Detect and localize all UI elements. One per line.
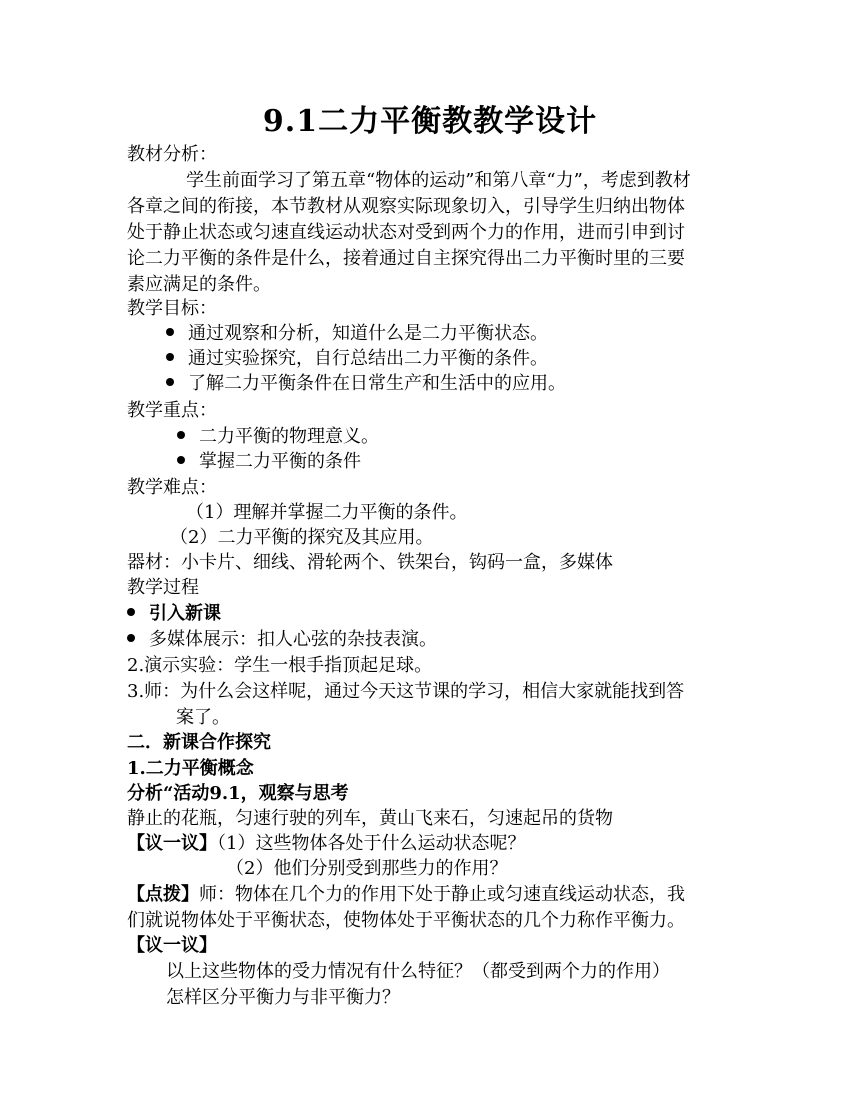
difficulties-heading: 教学难点： xyxy=(127,477,217,498)
discuss-line-1: 【议一议】（1）这些物体各处于什么运动状态呢？ xyxy=(127,833,526,854)
analysis-line-4: 论二力平衡的条件是什么，接着通过自主探究得出二力平衡时里的三要 xyxy=(127,248,685,269)
goals-heading: 教学目标： xyxy=(127,298,217,319)
analysis-line-5: 素应满足的条件。 xyxy=(127,274,271,295)
discuss-line-2: （2）他们分别受到那些力的作用？ xyxy=(226,858,508,879)
difficulty-item-1: （1）理解并掌握二力平衡的条件。 xyxy=(186,502,468,523)
difficulty-item-2: （2）二力平衡的探究及其应用。 xyxy=(170,527,434,548)
analysis-line-2: 各章之间的衔接，本节教材从观察实际现象切入，引导学生归纳出物体 xyxy=(127,196,685,217)
section2-sub1: 1.二力平衡概念 xyxy=(127,758,254,779)
bullet-icon xyxy=(127,608,135,616)
goal-item: 通过观察和分析，知道什么是二力平衡状态。 xyxy=(166,322,548,346)
process-step-3-cont: 案了。 xyxy=(176,707,230,728)
section2-heading: 二．新课合作探究 xyxy=(127,732,271,753)
hint-line-1: 【点拨】师：物体在几个力的作用下处于静止或匀速直线运动状态，我 xyxy=(127,884,685,905)
keypoint-item: 掌握二力平衡的条件 xyxy=(177,450,361,474)
goal-item: 了解二力平衡条件在日常生产和生活中的应用。 xyxy=(166,372,566,396)
bullet-icon xyxy=(166,328,174,336)
process-bullet-1: 引入新课 xyxy=(127,602,221,626)
analysis-line-1: 学生前面学习了第五章“物体的运动”和第八章“力”，考虑到教材 xyxy=(186,170,691,191)
keypoints-heading: 教学重点： xyxy=(127,400,217,421)
discuss2-tag: 【议一议】 xyxy=(127,935,217,956)
document-title: 9.1二力平衡教教学设计 xyxy=(262,104,598,139)
examples-line: 静止的花瓶，匀速行驶的列车，黄山飞来石，匀速起吊的货物 xyxy=(127,808,613,829)
process-step-3: 3.师：为什么会这样呢，通过今天这节课的学习，相信大家就能找到答 xyxy=(127,681,685,702)
activity-line: 分析“活动9.1，观察与思考 xyxy=(127,783,349,804)
keypoint-item: 二力平衡的物理意义。 xyxy=(177,425,379,449)
bullet-icon xyxy=(166,378,174,386)
process-bullet-2: 多媒体展示：扣人心弦的杂技表演。 xyxy=(127,628,437,652)
process-heading: 教学过程 xyxy=(127,577,199,598)
goal-item: 通过实验探究，自行总结出二力平衡的条件。 xyxy=(166,347,548,371)
bullet-icon xyxy=(177,431,185,439)
analysis-line-3: 处于静止状态或匀速直线运动状态对受到两个力的作用，进而引申到讨 xyxy=(127,222,685,243)
question-line-2: 怎样区分平衡力与非平衡力？ xyxy=(166,987,400,1008)
hint-line-2: 们就说物体处于平衡状态，使物体处于平衡状态的几个力称作平衡力。 xyxy=(127,910,685,931)
analysis-heading: 教材分析： xyxy=(127,144,217,165)
bullet-icon xyxy=(177,456,185,464)
bullet-icon xyxy=(127,634,135,642)
materials-line: 器材：小卡片、细线、滑轮两个、铁架台，钩码一盒，多媒体 xyxy=(127,552,613,573)
bullet-icon xyxy=(166,353,174,361)
question-line-1: 以上这些物体的受力情况有什么特征？（都受到两个力的作用） xyxy=(166,961,670,982)
process-step-2: 2.演示实验：学生一根手指顶起足球。 xyxy=(127,655,433,676)
